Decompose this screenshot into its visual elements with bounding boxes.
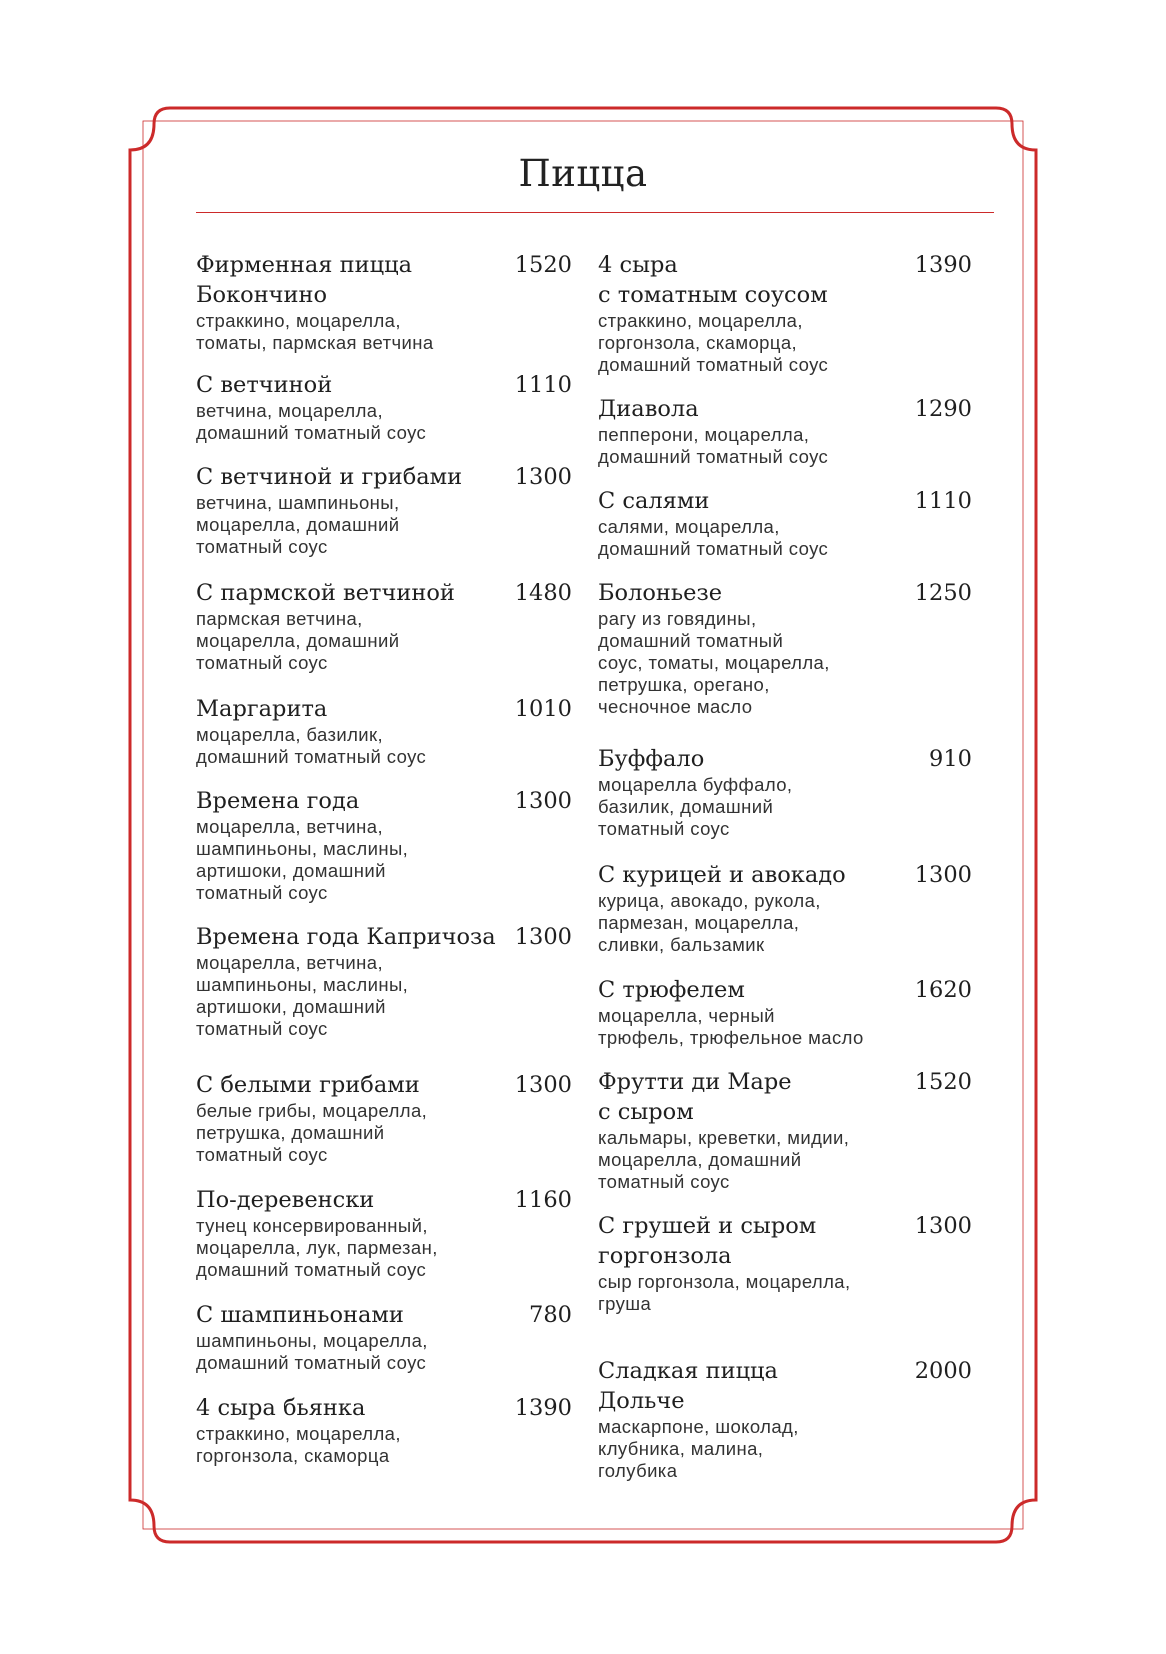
menu-item — [598, 860, 972, 956]
item-name: Времена года — [196, 788, 360, 814]
item-price: 1300 — [914, 1213, 972, 1239]
item-name: По-деревенски — [196, 1187, 375, 1213]
menu-item — [196, 694, 572, 768]
item-description: кальмары, креветки, мидии, моцарелла, домашний томатный соус — [598, 1127, 850, 1192]
item-name: С пармской ветчиной — [196, 580, 455, 606]
item-name: Маргарита — [196, 696, 328, 722]
item-price: 1300 — [514, 464, 572, 490]
menu-item — [598, 394, 972, 468]
menu-item — [196, 1070, 572, 1166]
item-description: страккино, моцарелла, горгонзола, скаморца, домашний томатный соус — [598, 310, 829, 375]
menu-item — [196, 250, 572, 354]
menu-item — [598, 486, 972, 560]
item-name: С трюфелем — [598, 977, 745, 1003]
item-name: С белыми грибами — [196, 1072, 420, 1098]
item-price: 1010 — [514, 696, 572, 722]
item-name: 4 сыра с томатным соусом — [598, 252, 828, 308]
item-price: 1300 — [514, 788, 572, 814]
item-description: рагу из говядины, домашний томатный соус, томаты, моцарелла, петрушка, орегано, чесночное масло — [598, 608, 830, 717]
item-price: 1110 — [914, 488, 972, 514]
item-price: 910 — [929, 746, 972, 772]
item-description: моцарелла, ветчина, шампиньоны, маслины, артишоки, домашний томатный соус — [196, 952, 409, 1039]
item-price: 1300 — [914, 862, 972, 888]
menu-item — [598, 250, 972, 376]
menu-item — [598, 1211, 972, 1315]
menu-item — [598, 1356, 972, 1482]
item-description: пармская ветчина, моцарелла, домашний томатный соус — [196, 608, 400, 673]
item-description: белые грибы, моцарелла, петрушка, домашний томатный соус — [196, 1100, 428, 1165]
item-name: С салями — [598, 488, 710, 514]
menu-item — [598, 744, 972, 840]
item-name: Времена года Капричоза — [196, 924, 496, 950]
item-description: сыр горгонзола, моцарелла, груша — [598, 1271, 851, 1314]
item-description: моцарелла, ветчина, шампиньоны, маслины, артишоки, домашний томатный соус — [196, 816, 409, 903]
item-description: моцарелла, базилик, домашний томатный соус — [196, 724, 427, 767]
item-description: страккино, моцарелла, томаты, пармская ветчина — [196, 310, 434, 353]
item-name: Буффало — [598, 746, 705, 772]
item-description: моцарелла буффало, базилик, домашний томатный соус — [598, 774, 793, 839]
menu-item — [196, 1300, 572, 1374]
menu-item — [196, 462, 572, 558]
item-description: ветчина, шампиньоны, моцарелла, домашний томатный соус — [196, 492, 400, 557]
menu-item — [598, 578, 972, 718]
item-description: шампиньоны, моцарелла, домашний томатный соус — [196, 1330, 428, 1373]
item-name: С шампиньонами — [196, 1302, 404, 1328]
item-price: 780 — [529, 1302, 572, 1328]
item-name: С ветчиной — [196, 372, 333, 398]
menu-item — [196, 1185, 572, 1281]
item-name: Сладкая пицца Дольче — [598, 1358, 778, 1414]
menu-item — [196, 578, 572, 674]
item-name: Болоньезе — [598, 580, 723, 606]
item-name: С ветчиной и грибами — [196, 464, 463, 490]
item-description: ветчина, моцарелла, домашний томатный соус — [196, 400, 427, 443]
menu-item — [598, 975, 972, 1049]
item-description: тунец консервированный, моцарелла, лук, пармезан, домашний томатный соус — [196, 1215, 438, 1280]
item-price: 1520 — [514, 252, 572, 278]
item-name: Фрутти ди Маре с сыром — [598, 1069, 792, 1125]
item-price: 1300 — [514, 924, 572, 950]
item-price: 1480 — [514, 580, 572, 606]
title-divider — [196, 212, 994, 213]
item-price: 1110 — [514, 372, 572, 398]
menu-item — [598, 1067, 972, 1193]
page-title: Пицца — [518, 152, 648, 195]
item-name: Диавола — [598, 396, 699, 422]
item-name: С грушей и сыром горгонзола — [598, 1213, 817, 1269]
item-description: курица, авокадо, рукола, пармезан, моцарелла, сливки, бальзамик — [598, 890, 821, 955]
item-description: пепперони, моцарелла, домашний томатный соус — [598, 424, 829, 467]
item-name: Фирменная пицца Бокончино — [196, 252, 412, 308]
item-description: страккино, моцарелла, горгонзола, скаморца — [196, 1423, 401, 1466]
item-price: 2000 — [914, 1358, 972, 1384]
item-price: 1290 — [914, 396, 972, 422]
item-price: 1390 — [914, 252, 972, 278]
menu-item — [196, 786, 572, 904]
item-price: 1300 — [514, 1072, 572, 1098]
menu-item — [196, 370, 572, 444]
item-description: маскарпоне, шоколад, клубника, малина, голубика — [598, 1416, 799, 1481]
item-price: 1520 — [914, 1069, 972, 1095]
menu-item — [196, 1393, 572, 1467]
item-price: 1250 — [914, 580, 972, 606]
menu-item — [196, 922, 572, 1040]
item-name: С курицей и авокадо — [598, 862, 846, 888]
item-description: моцарелла, черный трюфель, трюфельное масло — [598, 1005, 864, 1048]
item-name: 4 сыра бьянка — [196, 1395, 366, 1421]
item-price: 1160 — [514, 1187, 572, 1213]
item-description: салями, моцарелла, домашний томатный соус — [598, 516, 829, 559]
item-price: 1390 — [514, 1395, 572, 1421]
item-price: 1620 — [914, 977, 972, 1003]
